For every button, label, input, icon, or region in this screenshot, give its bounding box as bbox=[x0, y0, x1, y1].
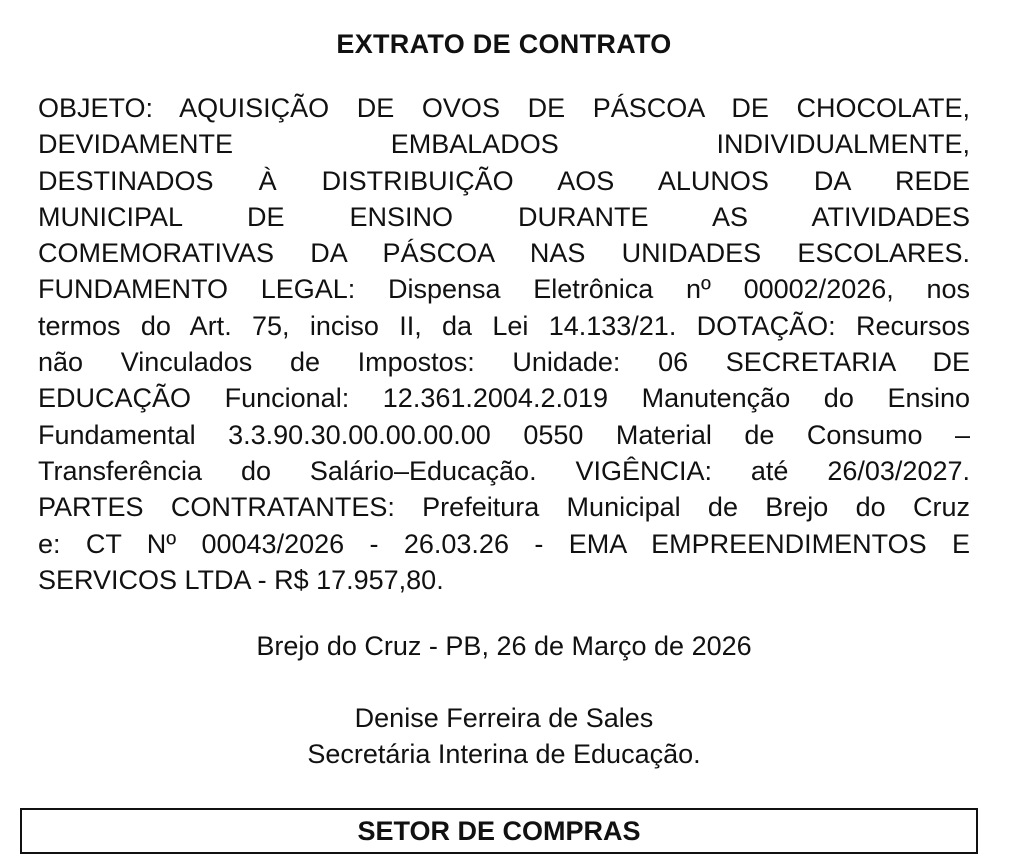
object-line: OBJETO: AQUISIÇÃO DE OVOS DE PÁSCOA DE CHOCOLATE, bbox=[38, 93, 970, 123]
details-line: FUNDAMENTO LEGAL: Dispensa Eletrônica nº 00002/2026, nos bbox=[38, 274, 970, 305]
signature-block bbox=[38, 700, 970, 772]
details-line: e: CT Nº 00043/2026 - 26.03.26 - EMA EMPREENDIMENTOS E bbox=[38, 528, 970, 559]
document-body bbox=[38, 90, 970, 598]
footer-label: SETOR DE COMPRAS bbox=[357, 815, 641, 846]
details-line: SERVICOS LTDA - R$ 17.957,80. bbox=[38, 564, 444, 595]
object-line: COMEMORATIVAS DA PÁSCOA NAS UNIDADES ESCOLARES. bbox=[38, 238, 970, 269]
signer-name: Denise Ferreira de Sales bbox=[354, 703, 654, 734]
details-line: termos do Art. 75, inciso II, da Lei 14.133/21. DOTAÇÃO: Recursos bbox=[38, 310, 970, 341]
details-line: EDUCAÇÃO Funcional: 12.361.2004.2.019 Manutenção do Ensino bbox=[38, 383, 970, 414]
details-line: Transferência do Salário–Educação. VIGÊNCIA: até 26/03/2027. bbox=[38, 455, 970, 486]
object-line: DEVIDAMENTE EMBALADOS INDIVIDUALMENTE, bbox=[38, 129, 970, 160]
details-line: PARTES CONTRATANTES: Prefeitura Municipal de Brejo do Cruz bbox=[38, 492, 970, 523]
details-line: Fundamental 3.3.90.30.00.00.00.00 0550 Material de Consumo – bbox=[38, 419, 970, 450]
object-line: DESTINADOS À DISTRIBUIÇÃO AOS ALUNOS DA REDE bbox=[38, 165, 970, 196]
signer-role: Secretária Interina de Educação. bbox=[307, 739, 701, 770]
place-date: Brejo do Cruz - PB, 26 de Março de 2026 bbox=[256, 631, 752, 662]
details-line: não Vinculados de Impostos: Unidade: 06 SECRETARIA DE bbox=[38, 347, 970, 378]
object-line: MUNICIPAL DE ENSINO DURANTE AS ATIVIDADES bbox=[38, 201, 970, 232]
footer-section-box bbox=[20, 808, 978, 854]
document-title: EXTRATO DE CONTRATO bbox=[336, 29, 672, 59]
contract-extract-document bbox=[38, 26, 970, 772]
